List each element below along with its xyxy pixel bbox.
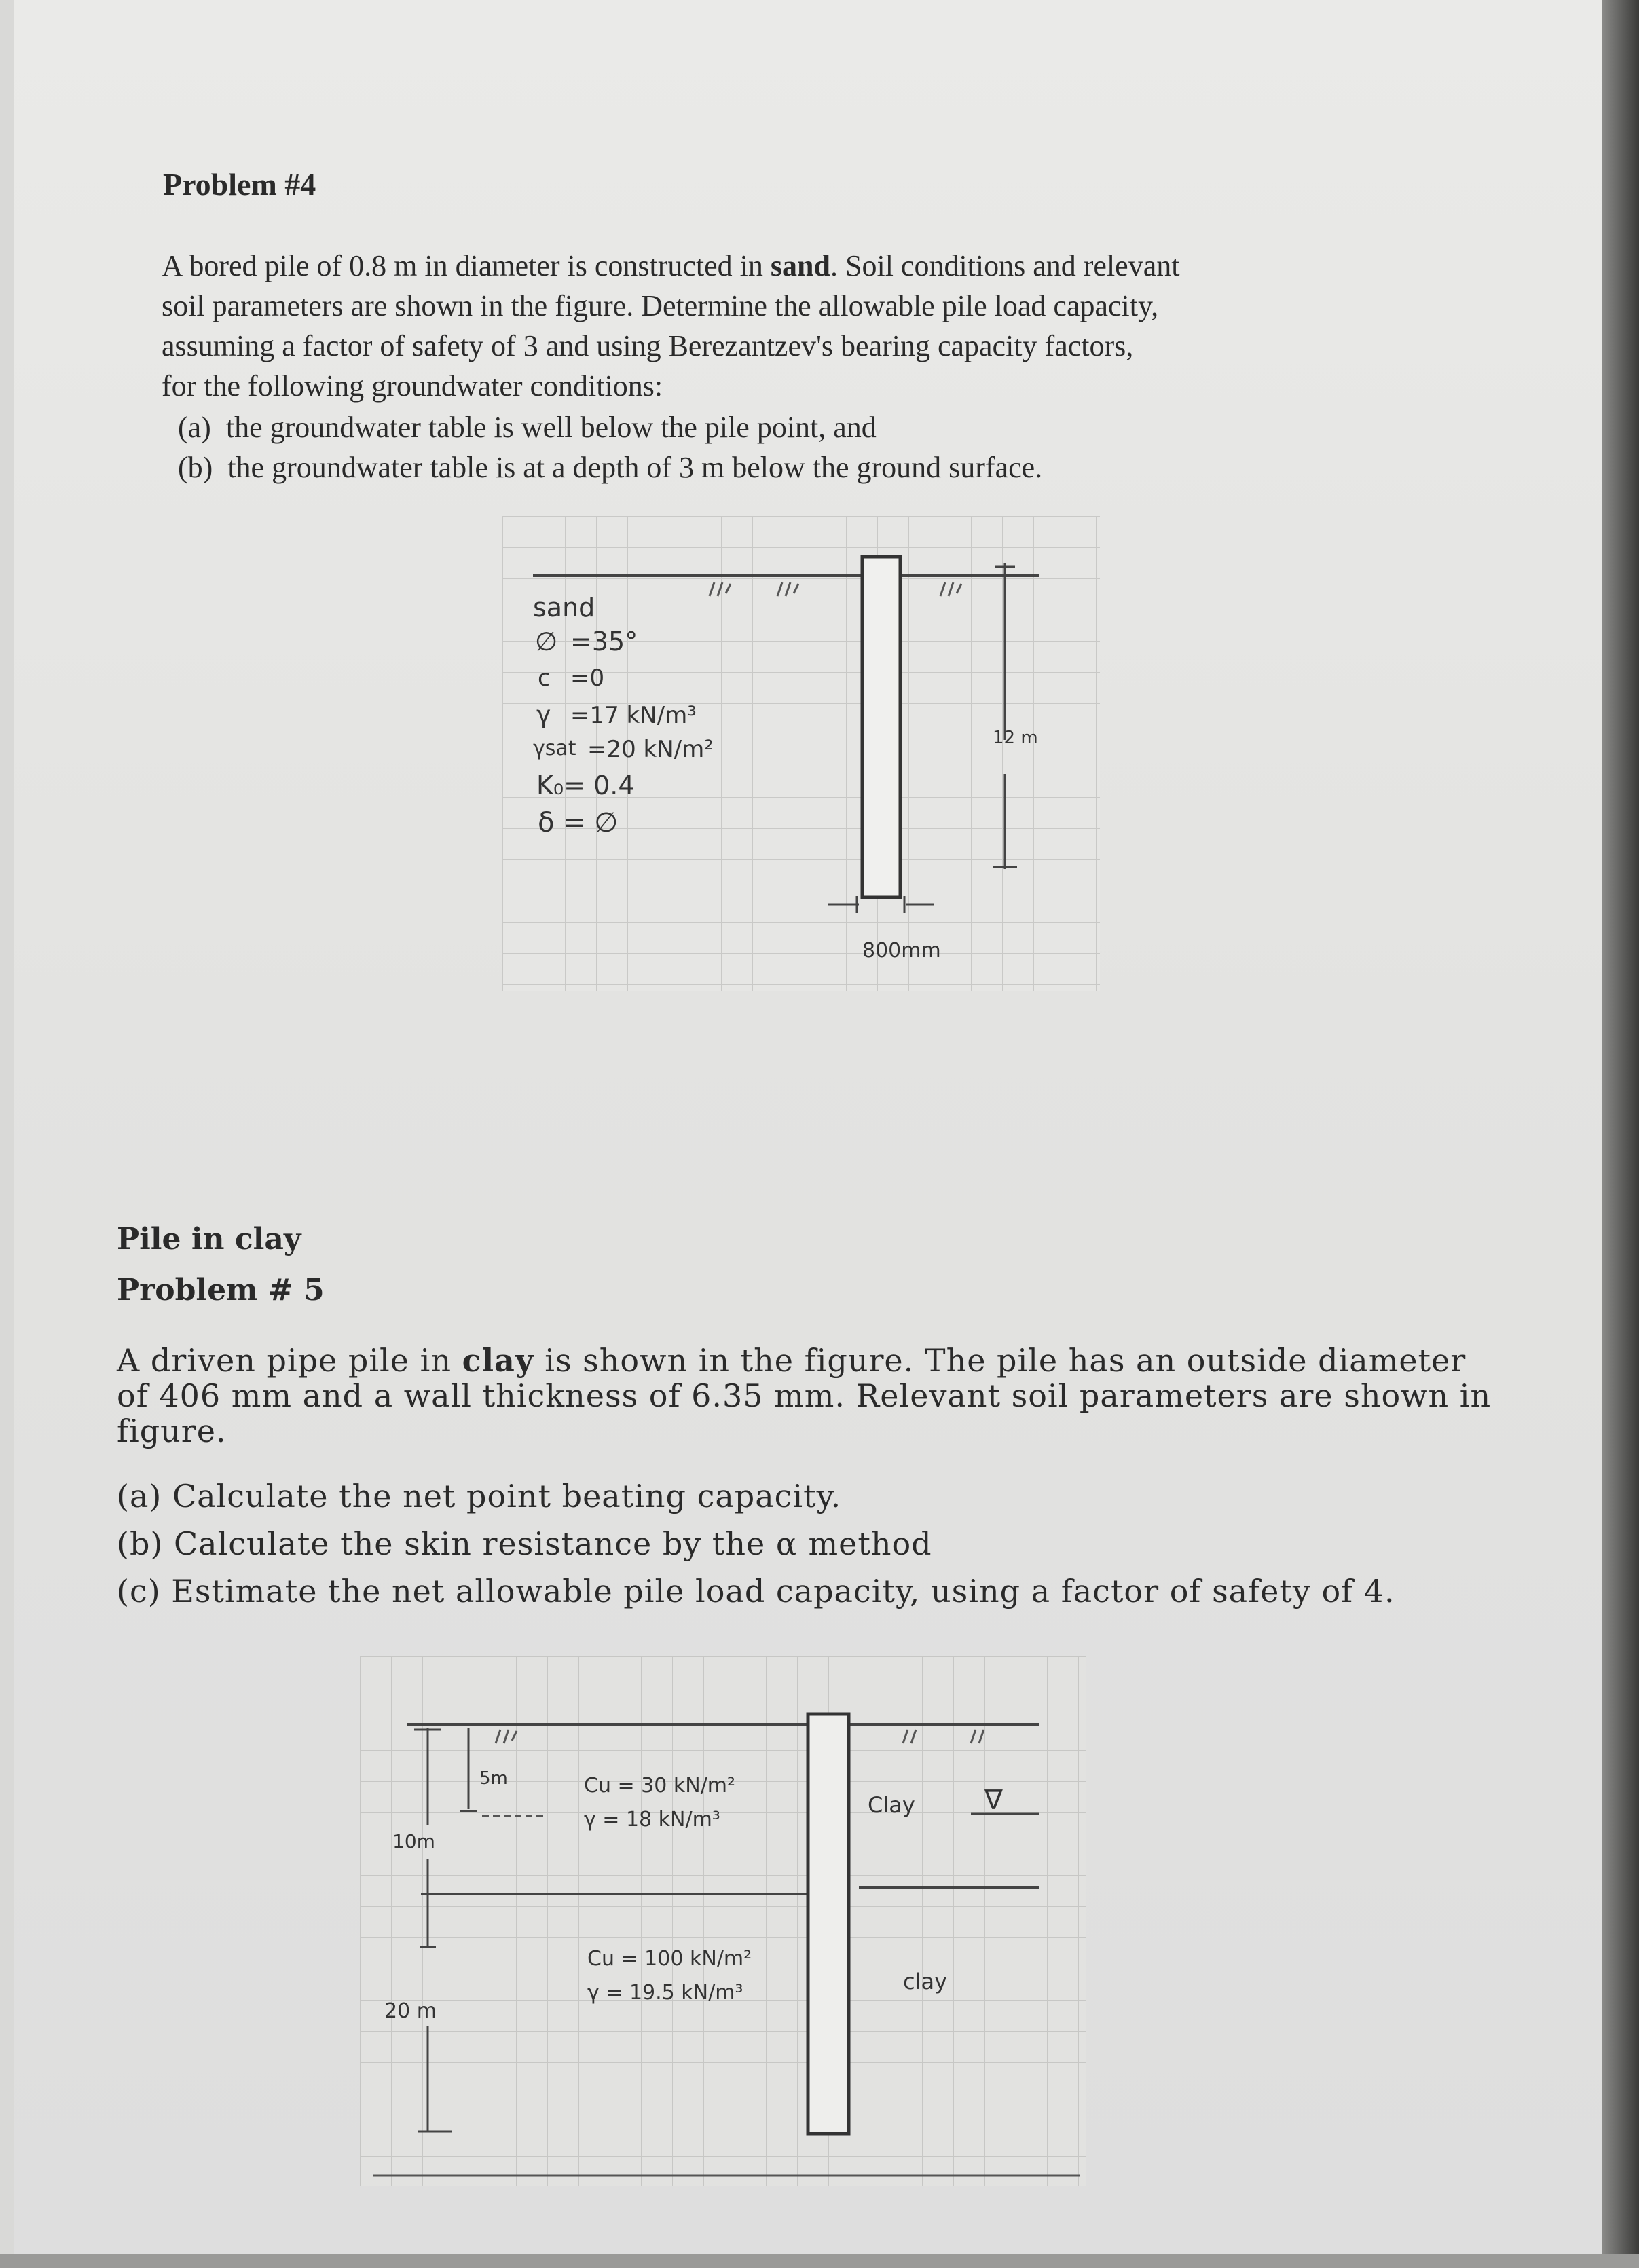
problem5-figure: [360, 1656, 1086, 2186]
item-text: the groundwater table is at a depth of 3 m below the ground surface.: [227, 451, 1043, 484]
layer2-name: clay: [903, 1969, 948, 1994]
pile-diameter-label: 800mm: [862, 939, 941, 963]
problem5-title: Problem # 5: [117, 1273, 325, 1307]
problem5-item-b: (b) Calculate the skin resistance by the α method: [117, 1525, 932, 1562]
problem4-line3: assuming a factor of safety of 3 and using Berezantzev's bearing capacity factors,: [162, 329, 1134, 362]
layer1-cu: Cu = 30 kN/m²: [584, 1774, 736, 1798]
gamma-sat-symbol: γsat: [533, 737, 576, 760]
problem5-line3: figure.: [117, 1413, 227, 1449]
problem4-item-a: [178, 407, 877, 447]
pile-length-label: 12 m: [993, 728, 1038, 748]
item-text: the groundwater table is well below the pile point, and: [225, 411, 877, 444]
problem4-bold-sand: sand: [770, 249, 830, 282]
problem4-line2: soil parameters are shown in the figure. Determine the allowable pile load capacity,: [162, 289, 1159, 322]
problem5-line1-b: is shown in the figure. The pile has an outside diameter: [534, 1342, 1467, 1379]
problem5-bold-clay: clay: [462, 1342, 534, 1379]
delta-value: δ = ∅: [538, 807, 619, 838]
depth-20m-label: 20 m: [384, 1999, 437, 2023]
depth-10m-label: 10m: [392, 1830, 435, 1853]
problem4-line1-b: . Soil conditions and relevant: [830, 249, 1180, 282]
problem5-line2: of 406 mm and a wall thickness of 6.35 mm. Relevant soil parameters are shown in: [117, 1377, 1492, 1414]
layer1-name: Clay: [868, 1792, 915, 1818]
gamma-value: =17 kN/m³: [570, 702, 697, 729]
phi-value: =35°: [570, 627, 638, 656]
depth-5m-label: 5m: [479, 1768, 508, 1789]
gamma-symbol: γ: [536, 701, 551, 729]
c-value: =0: [570, 665, 605, 692]
water-table-icon: ∇: [984, 1785, 1003, 1816]
phi-symbol: ∅: [535, 627, 558, 656]
problem4-figure: [502, 516, 1100, 991]
k0-value: K₀= 0.4: [536, 770, 635, 800]
bored-pile: [862, 557, 900, 897]
item-marker: (a): [178, 411, 211, 444]
driven-pipe-pile: [808, 1714, 849, 2134]
section-title: Pile in clay: [117, 1222, 301, 1257]
problem4-title: Problem #4: [163, 167, 316, 202]
page-bottom-edge: [0, 2254, 1639, 2268]
item-marker: (b): [178, 451, 213, 484]
soil-type-label: sand: [533, 593, 595, 622]
problem4-statement: [162, 246, 1411, 406]
problem5-item-c: (c) Estimate the net allowable pile load capacity, using a factor of safety of 4.: [117, 1573, 1395, 1610]
problem4-line1-a: A bored pile of 0.8 m in diameter is constructed in: [162, 249, 771, 282]
problem5-statement: [117, 1343, 1597, 1449]
problem5-item-a: (a) Calculate the net point beating capacity.: [117, 1478, 842, 1514]
problem4-line4: for the following groundwater conditions:: [162, 369, 663, 403]
problem4-item-b: [178, 447, 1042, 487]
layer1-gamma: γ = 18 kN/m³: [584, 1808, 720, 1832]
gamma-sat-value: =20 kN/m²: [587, 736, 714, 763]
layer2-gamma: γ = 19.5 kN/m³: [587, 1981, 743, 2005]
page-edge-shadow: [1602, 0, 1639, 2268]
problem5-line1-a: A driven pipe pile in: [117, 1342, 462, 1379]
c-symbol: c: [538, 665, 551, 692]
layer2-cu: Cu = 100 kN/m²: [587, 1947, 752, 1971]
